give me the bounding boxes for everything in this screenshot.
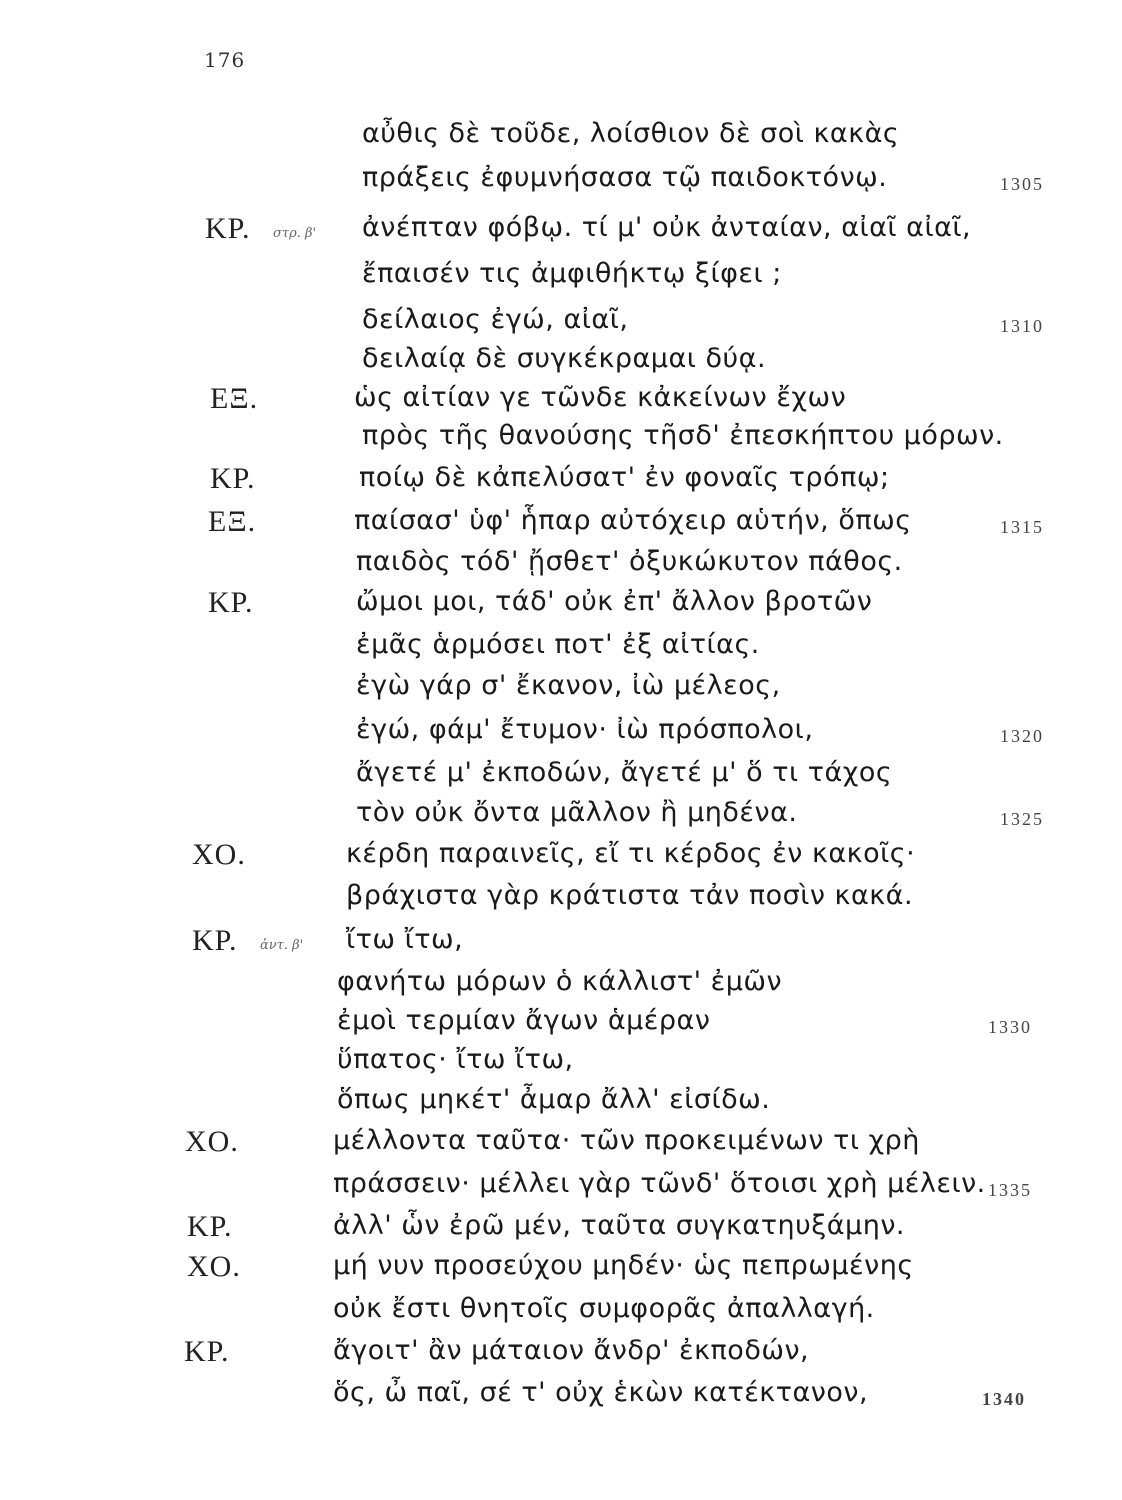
line-number: 1310: [1000, 316, 1044, 336]
speaker-label: ΚΡ.: [205, 212, 251, 245]
verse-text: ἐμᾶς ἁρμόσει ποτ' ἐξ αἰτίας.: [356, 629, 760, 660]
verse-text: ἀλλ' ὧν ἐρῶ μέν, ταῦτα συγκατηυξάμην.: [333, 1210, 906, 1241]
verse-line: [0, 420, 1122, 460]
verse-text: βράχιστα γὰρ κράτιστα τἀν ποσὶν κακά.: [346, 880, 914, 911]
verse-line: [0, 343, 1122, 383]
verse-text: ὅς, ὦ παῖ, σέ τ' οὐχ ἑκὼν κατέκτανον,: [333, 1377, 869, 1408]
line-number: 1335: [988, 1180, 1032, 1200]
verse-line: [0, 1293, 1122, 1333]
verse-text: οὐκ ἔστι θνητοῖς συμφορᾶς ἀπαλλαγή.: [333, 1293, 875, 1324]
verse-line: [0, 797, 1122, 837]
verse-line: [0, 838, 1122, 878]
verse-line: [0, 546, 1122, 586]
verse-line: [0, 118, 1122, 158]
strophe-marker: ἀντ. β': [260, 938, 304, 953]
verse-text: πράσσειν· μέλλει γὰρ τῶνδ' ὅτοισι χρὴ μέλειν.: [333, 1168, 986, 1199]
verse-text: δείλαιος ἐγώ, αἰαῖ,: [362, 304, 629, 335]
speaker-label: ΚΡ.: [187, 1210, 233, 1243]
verse-line: [0, 757, 1122, 797]
verse-text: ἴτω ἴτω,: [346, 924, 464, 955]
line-number: 1325: [1000, 809, 1044, 829]
verse-text: ἄγοιτ' ἂν μάταιον ἄνδρ' ἐκποδών,: [333, 1335, 810, 1366]
speaker-label: ΕΞ.: [210, 382, 259, 415]
verse-text: αὖθις δὲ τοῦδε, λοίσθιον δὲ σοὶ κακὰς: [362, 118, 900, 149]
verse-line: [0, 670, 1122, 710]
verse-line: [0, 1210, 1122, 1250]
verse-text: τὸν οὐκ ὄντα μᾶλλον ἢ μηδένα.: [356, 797, 798, 828]
verse-line: [0, 304, 1122, 344]
verse-text: ἔπαισέν τις ἀμφιθήκτῳ ξίφει ;: [362, 258, 782, 289]
verse-text: φανήτω μόρων ὁ κάλλιστ' ἐμῶν: [337, 966, 783, 997]
verse-text: κέρδη παραινεῖς, εἴ τι κέρδος ἐν κακοῖς·: [346, 838, 916, 869]
speaker-label: ΚΡ.: [184, 1335, 230, 1368]
verse-text: ἐγώ, φάμ' ἔτυμον· ἰὼ πρόσπολοι,: [356, 714, 814, 745]
verse-line: [0, 966, 1122, 1006]
speaker-label: ΕΞ.: [208, 505, 257, 538]
line-number: 1315: [1000, 517, 1044, 537]
strophe-marker: στρ. β': [273, 226, 317, 241]
verse-line: [0, 162, 1122, 202]
verse-line: [0, 1250, 1122, 1290]
verse-line: [0, 1125, 1122, 1165]
speaker-label: ΚΡ.: [208, 586, 254, 619]
verse-line: [0, 714, 1122, 754]
speaker-label: ΧΟ.: [185, 1125, 239, 1158]
verse-line: [0, 1168, 1122, 1208]
verse-line: [0, 212, 1122, 252]
verse-line: [0, 1044, 1122, 1084]
verse-text: ὕπατος· ἴτω ἴτω,: [337, 1044, 574, 1075]
verse-text: μέλλοντα ταῦτα· τῶν προκειμένων τι χρὴ: [333, 1125, 920, 1156]
verse-text: πράξεις ἐφυμνήσασα τῷ παιδοκτόνῳ.: [362, 162, 888, 193]
line-number: 1330: [988, 1017, 1032, 1037]
verse-text: ἐγὼ γάρ σ' ἔκανον, ἰὼ μέλεος,: [356, 670, 781, 701]
verse-text: παίσασ' ὑφ' ἧπαρ αὐτόχειρ αὑτήν, ὅπως: [354, 505, 912, 536]
verse-line: [0, 1335, 1122, 1375]
verse-text: δειλαίᾳ δὲ συγκέκραμαι δύᾳ.: [362, 343, 767, 374]
line-number: 1305: [1000, 174, 1044, 194]
verse-text: ὅπως μηκέτ' ἆμαρ ἄλλ' εἰσίδω.: [337, 1084, 771, 1115]
line-number: 1340: [982, 1389, 1026, 1409]
verse-line: [0, 1005, 1122, 1045]
page-number: 176: [204, 48, 246, 72]
verse-text: ὡς αἰτίαν γε τῶνδε κἀκείνων ἔχων: [354, 382, 847, 413]
verse-text: ποίῳ δὲ κἀπελύσατ' ἐν φοναῖς τρόπῳ;: [359, 462, 890, 493]
verse-text: ἄγετέ μ' ἐκποδών, ἄγετέ μ' ὅ τι τάχος: [356, 757, 893, 788]
verse-line: [0, 462, 1122, 502]
verse-text: παιδὸς τόδ' ᾔσθετ' ὀξυκώκυτον πάθος.: [356, 546, 903, 577]
verse-text: πρὸς τῆς θανούσης τῆσδ' ἐπεσκήπτου μόρων.: [362, 420, 1004, 451]
speaker-label: ΚΡ.: [192, 924, 238, 957]
verse-line: [0, 1377, 1122, 1417]
verse-line: [0, 1084, 1122, 1124]
verse-line: [0, 880, 1122, 920]
verse-text: ὤμοι μοι, τάδ' οὐκ ἐπ' ἄλλον βροτῶν: [356, 586, 873, 617]
verse-line: [0, 629, 1122, 669]
verse-text: ἀνέπταν φόβῳ. τί μ' οὐκ ἀνταίαν, αἰαῖ αἰαῖ,: [362, 212, 972, 243]
verse-line: [0, 586, 1122, 626]
line-number: 1320: [1000, 726, 1044, 746]
verse-line: [0, 382, 1122, 422]
speaker-label: ΚΡ.: [210, 462, 256, 495]
verse-line: [0, 258, 1122, 298]
verse-text: ἐμοὶ τερμίαν ἄγων ἁμέραν: [337, 1005, 711, 1036]
speaker-label: ΧΟ.: [187, 1250, 241, 1283]
speaker-label: ΧΟ.: [192, 838, 246, 871]
verse-text: μή νυν προσεύχου μηδέν· ὡς πεπρωμένης: [333, 1250, 914, 1281]
verse-line: [0, 505, 1122, 545]
verse-line: [0, 924, 1122, 964]
